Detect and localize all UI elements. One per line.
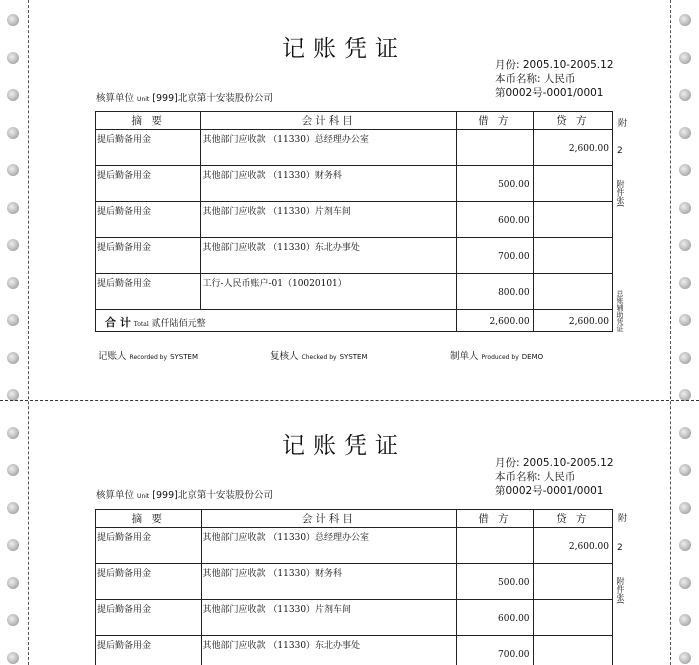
feed-hole-right [679, 352, 691, 364]
feed-hole-left [7, 502, 19, 514]
credit-cell [533, 274, 612, 310]
checker [270, 348, 368, 362]
feed-hole-left [7, 127, 19, 139]
debit-cell: 700.00 [457, 238, 533, 274]
credit-cell: 2,600.00 [533, 528, 612, 564]
feed-hole-left [7, 14, 19, 26]
summary-cell: 提后勤备用金 [96, 636, 202, 665]
debit-cell: 500.00 [457, 166, 533, 202]
unit-label: 核算单位 [96, 490, 135, 501]
feed-hole-right [679, 314, 691, 326]
feed-hole-left [7, 314, 19, 326]
summary-cell: 提后勤备用金 [96, 130, 201, 166]
side-count: 2 [617, 146, 623, 156]
debit-cell: 600.00 [457, 202, 533, 238]
feed-hole-right [679, 539, 691, 551]
credit-cell [533, 600, 612, 636]
voucher-title: 记账凭证 [282, 36, 406, 62]
feed-hole-right [679, 427, 691, 439]
voucher-meta [495, 58, 614, 100]
debit-cell: 700.00 [457, 636, 533, 665]
recorder-label-en: Recorded by [129, 354, 168, 361]
period: 月份: 2005.10-2005.12 [495, 59, 614, 71]
table-header [96, 510, 613, 528]
total-label-en: Total [133, 320, 149, 328]
total-debit: 2,600.00 [457, 310, 533, 332]
account-cell: 其他部门应收款 （11330）片剂车间 [201, 202, 457, 238]
account-cell: 其他部门应收款 （11330）总经理办公室 [201, 528, 457, 564]
credit-cell: 2,600.00 [533, 130, 612, 166]
table-row [96, 130, 613, 166]
table-row [96, 636, 613, 665]
feed-hole-left [7, 577, 19, 589]
table-row [96, 600, 613, 636]
header-debit: 借 方 [457, 510, 533, 528]
total-label-cell [96, 310, 457, 332]
unit-value: [999]北京第十安装股份公司 [152, 93, 273, 104]
header-account: 会计科目 [201, 112, 457, 130]
feed-hole-right [679, 89, 691, 101]
recorder [98, 348, 198, 362]
feed-hole-right [679, 652, 691, 664]
feed-hole-right [679, 14, 691, 26]
total-words: 贰仟陆佰元整 [151, 318, 206, 329]
currency: 本币名称: 人民币 [495, 471, 576, 483]
debit-cell [457, 130, 533, 166]
header-summary: 摘 要 [96, 510, 202, 528]
feed-hole-right [679, 164, 691, 176]
feed-hole-left [7, 202, 19, 214]
header-credit: 贷 方 [533, 510, 612, 528]
account-cell: 工行-人民币账户-01（10020101） [201, 274, 457, 310]
entry-table [95, 509, 613, 665]
total-label: 合 计 [105, 315, 131, 329]
table-row [96, 564, 613, 600]
account-cell: 其他部门应收款 （11330）片剂车间 [201, 600, 457, 636]
voucher-number: 第0002号-0001/0001 [495, 87, 604, 99]
debit-cell: 600.00 [457, 600, 533, 636]
producer-label: 制单人 [450, 351, 479, 362]
checker-label-en: Checked by [301, 354, 337, 361]
feed-hole-left [7, 52, 19, 64]
table-row [96, 528, 613, 564]
credit-cell [533, 636, 612, 665]
feed-hole-right [679, 52, 691, 64]
total-row [96, 310, 613, 332]
feed-hole-left [7, 614, 19, 626]
side-docs: 附件张( [616, 577, 625, 605]
credit-cell [533, 166, 612, 202]
table-row [96, 166, 613, 202]
summary-cell: 提后勤备用金 [96, 274, 201, 310]
summary-cell: 提后勤备用金 [96, 238, 201, 274]
voucher-number: 第0002号-0001/0001 [495, 485, 604, 497]
account-cell: 其他部门应收款 （11330）财务科 [201, 166, 457, 202]
feed-hole-right [679, 239, 691, 251]
feed-hole-right [679, 614, 691, 626]
debit-cell: 800.00 [457, 274, 533, 310]
header-account: 会计科目 [201, 510, 457, 528]
side-attach: 附 [616, 118, 626, 127]
header-summary: 摘 要 [96, 112, 201, 130]
account-cell: 其他部门应收款 （11330）总经理办公室 [201, 130, 457, 166]
feed-hole-left [7, 164, 19, 176]
feed-hole-right [679, 464, 691, 476]
unit-label-en: Unit [137, 96, 150, 103]
feed-hole-left [7, 427, 19, 439]
currency: 本币名称: 人民币 [495, 73, 576, 85]
unit-label: 核算单位 [96, 93, 135, 104]
recorder-name: SYSTEM [170, 353, 198, 361]
period: 月份: 2005.10-2005.12 [495, 457, 614, 469]
side-attach: 附 [616, 513, 626, 522]
summary-cell: 提后勤备用金 [96, 202, 201, 238]
feed-hole-right [679, 577, 691, 589]
feed-hole-left [7, 464, 19, 476]
total-credit: 2,600.00 [533, 310, 612, 332]
recorder-label: 记账人 [98, 351, 127, 362]
feed-hole-right [679, 202, 691, 214]
voucher-meta [495, 456, 614, 498]
producer-label-en: Produced by [481, 354, 519, 361]
summary-cell: 提后勤备用金 [96, 564, 202, 600]
checker-label: 复核人 [270, 351, 299, 362]
side-count: 2 [617, 543, 623, 553]
header-credit: 贷 方 [533, 112, 612, 130]
feed-hole-left [7, 239, 19, 251]
credit-cell [533, 564, 612, 600]
feed-hole-left [7, 652, 19, 664]
feed-hole-left [7, 539, 19, 551]
feed-hole-left [7, 352, 19, 364]
summary-cell: 提后勤备用金 [96, 166, 201, 202]
side-docs: 附件张( [616, 180, 625, 208]
header-debit: 借 方 [457, 112, 533, 130]
feed-hole-left [7, 277, 19, 289]
unit-value: [999]北京第十安装股份公司 [152, 490, 273, 501]
producer [450, 348, 543, 362]
feed-hole-right [679, 277, 691, 289]
account-cell: 其他部门应收款 （11330）东北办事处 [201, 238, 457, 274]
table-row [96, 202, 613, 238]
checker-name: SYSTEM [339, 353, 368, 361]
side-note: 总账辅助凭证 [616, 290, 624, 332]
credit-cell [533, 238, 612, 274]
voucher-2 [30, 401, 670, 665]
summary-cell: 提后勤备用金 [96, 600, 202, 636]
table-row [96, 274, 613, 310]
producer-name: DEMO [521, 353, 544, 361]
voucher-1 [30, 0, 670, 400]
table-row [96, 238, 613, 274]
accounting-unit [96, 487, 273, 501]
unit-label-en: Unit [137, 493, 150, 500]
credit-cell [533, 202, 612, 238]
voucher-title: 记账凭证 [282, 433, 406, 459]
account-cell: 其他部门应收款 （11330）东北办事处 [201, 636, 457, 665]
feed-hole-left [7, 89, 19, 101]
summary-cell: 提后勤备用金 [96, 528, 202, 564]
debit-cell [457, 528, 533, 564]
table-header [96, 112, 613, 130]
debit-cell: 500.00 [457, 564, 533, 600]
feed-hole-right [679, 502, 691, 514]
entry-table [95, 111, 613, 332]
accounting-unit [96, 90, 273, 104]
account-cell: 其他部门应收款 （11330）财务科 [201, 564, 457, 600]
feed-hole-right [679, 127, 691, 139]
